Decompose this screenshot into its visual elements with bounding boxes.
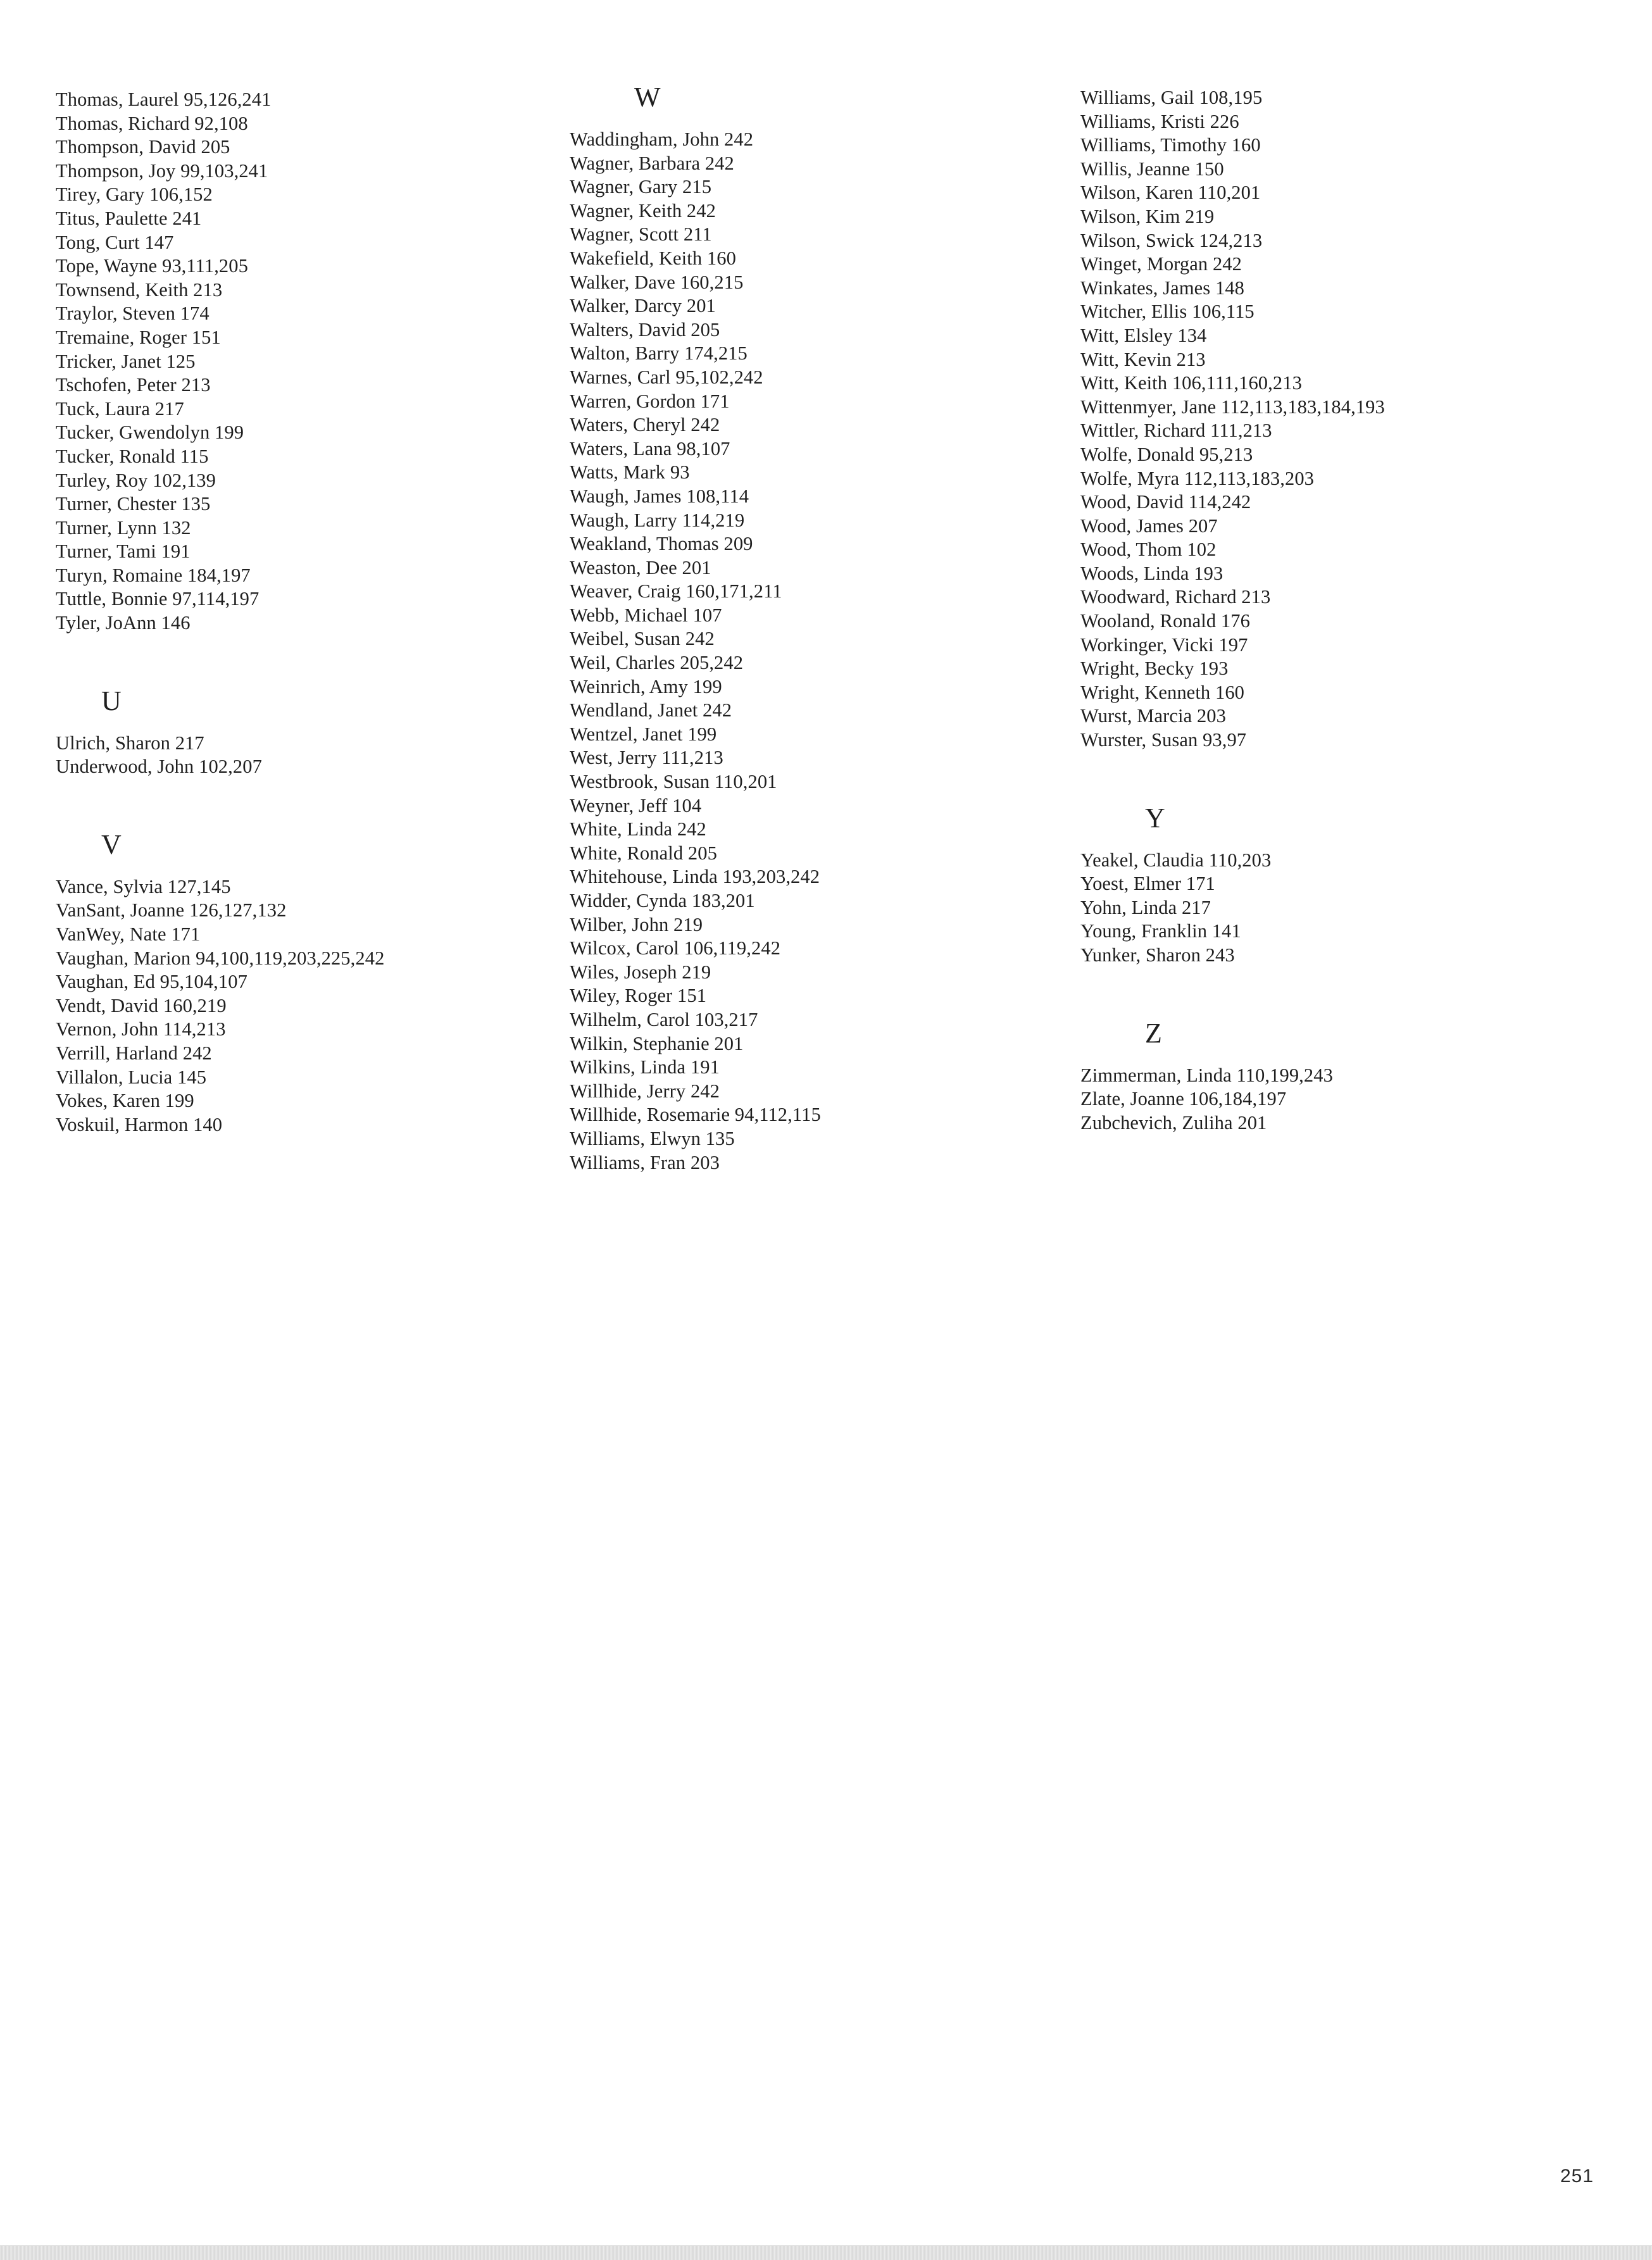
index-entry: Witt, Elsley 134 <box>1080 324 1207 346</box>
index-entry: VanSant, Joanne 126,127,132 <box>56 899 287 921</box>
index-entry: Warnes, Carl 95,102,242 <box>570 366 763 388</box>
index-entry: Wilkins, Linda 191 <box>570 1056 720 1078</box>
index-entry: Williams, Fran 203 <box>570 1151 720 1173</box>
index-entry: Thompson, Joy 99,103,241 <box>56 159 268 182</box>
index-entry: Vaughan, Marion 94,100,119,203,225,242 <box>56 947 385 969</box>
entry-list <box>56 88 537 635</box>
index-entry: Willis, Jeanne 150 <box>1080 158 1224 180</box>
index-entry: Walker, Dave 160,215 <box>570 271 744 293</box>
index-entry: Whitehouse, Linda 193,203,242 <box>570 866 820 888</box>
index-entry: Wilber, John 219 <box>570 913 703 935</box>
index-entry: Turley, Roy 102,139 <box>56 469 216 491</box>
section-letter: V <box>101 828 122 860</box>
index-entry: Waugh, Larry 114,219 <box>570 509 745 531</box>
index-entry: Yoest, Elmer 171 <box>1080 873 1215 895</box>
index-entry: Williams, Elwyn 135 <box>570 1127 735 1149</box>
index-entry: Wood, James 207 <box>1080 515 1218 537</box>
index-entry: Turner, Lynn 132 <box>56 516 191 539</box>
index-entry: Witt, Kevin 213 <box>1080 348 1206 370</box>
index-entry: Waddingham, John 242 <box>570 128 754 150</box>
index-entry: Tremaine, Roger 151 <box>56 326 221 348</box>
index-entry: Ulrich, Sharon 217 <box>56 732 204 754</box>
section-letter: U <box>101 685 122 716</box>
index-entry: Witt, Keith 106,111,160,213 <box>1080 372 1302 394</box>
index-entry: Vaughan, Ed 95,104,107 <box>56 971 247 993</box>
index-entry: Wilson, Kim 219 <box>1080 205 1215 227</box>
letter-spacer <box>1080 1051 1599 1064</box>
index-section <box>1080 752 1599 968</box>
letter-spacer <box>56 719 537 732</box>
index-entry: Zimmerman, Linda 110,199,243 <box>1080 1064 1333 1086</box>
index-entry: Walton, Barry 174,215 <box>570 342 748 365</box>
entry-list <box>1080 1064 1599 1135</box>
index-entry: Yeakel, Claudia 110,203 <box>1080 849 1272 871</box>
index-entry: Wolfe, Myra 112,113,183,203 <box>1080 467 1315 489</box>
index-entry: Wagner, Keith 242 <box>570 199 716 222</box>
index-entry: Tricker, Janet 125 <box>56 350 196 372</box>
entry-list <box>56 732 537 779</box>
index-entry: Wurster, Susan 93,97 <box>1080 729 1247 751</box>
index-entry: Tope, Wayne 93,111,205 <box>56 255 248 277</box>
index-entry: Weaver, Craig 160,171,211 <box>570 580 782 602</box>
index-entry: West, Jerry 111,213 <box>570 747 723 769</box>
section-letter: Z <box>1145 1017 1162 1049</box>
index-entry: Williams, Timothy 160 <box>1080 134 1261 156</box>
index-entry: Titus, Paulette 241 <box>56 207 202 229</box>
index-entry: Yunker, Sharon 243 <box>1080 944 1235 966</box>
index-entry: Warren, Gordon 171 <box>570 390 730 412</box>
index-entry: Weakland, Thomas 209 <box>570 533 753 555</box>
section-spacer <box>1080 752 1599 801</box>
index-entry: Voskuil, Harmon 140 <box>56 1113 223 1135</box>
index-entry: Thomas, Laurel 95,126,241 <box>56 89 272 110</box>
entry-list <box>56 875 537 1137</box>
index-entry: Wagner, Scott 211 <box>570 223 712 246</box>
index-entry: Townsend, Keith 213 <box>56 278 223 301</box>
section-spacer <box>56 635 537 684</box>
index-entry: Weil, Charles 205,242 <box>570 652 744 674</box>
index-entry: Thompson, David 205 <box>56 136 230 158</box>
index-entry: Walker, Darcy 201 <box>570 295 716 317</box>
index-entry: Weaston, Dee 201 <box>570 556 711 578</box>
index-entry: Willhide, Jerry 242 <box>570 1080 720 1102</box>
index-entry: Tirey, Gary 106,152 <box>56 184 213 206</box>
index-entry: Wilcox, Carol 106,119,242 <box>570 937 781 959</box>
index-entry: Tong, Curt 147 <box>56 231 174 253</box>
index-entry: Wakefield, Keith 160 <box>570 247 736 269</box>
index-entry: Willhide, Rosemarie 94,112,115 <box>570 1104 821 1126</box>
index-entry: Walters, David 205 <box>570 318 720 340</box>
index-entry: Yohn, Linda 217 <box>1080 896 1211 918</box>
index-section <box>56 779 537 1137</box>
index-entry: Wittler, Richard 111,213 <box>1080 420 1272 442</box>
index-entry: Vance, Sylvia 127,145 <box>56 875 231 897</box>
index-entry: Wright, Kenneth 160 <box>1080 681 1245 703</box>
index-entry: Wurst, Marcia 203 <box>1080 705 1227 727</box>
index-entry: Wood, David 114,242 <box>1080 491 1251 513</box>
index-entry: Tuttle, Bonnie 97,114,197 <box>56 588 260 610</box>
index-section <box>56 88 537 635</box>
entry-list <box>1080 849 1599 968</box>
index-entry: Woodward, Richard 213 <box>1080 586 1271 608</box>
index-entry: Vernon, John 114,213 <box>56 1018 226 1040</box>
index-section <box>1080 86 1599 752</box>
index-entry: Tucker, Ronald 115 <box>56 445 209 467</box>
index-entry: Williams, Gail 108,195 <box>1080 87 1263 108</box>
index-entry: Waugh, James 108,114 <box>570 485 749 507</box>
index-entry: Winget, Morgan 242 <box>1080 253 1242 275</box>
index-entry: Wolfe, Donald 95,213 <box>1080 443 1253 465</box>
section-spacer <box>1080 968 1599 1016</box>
section-letter: W <box>634 82 661 113</box>
index-entry: Wilson, Swick 124,213 <box>1080 229 1263 251</box>
index-entry: Wendland, Janet 242 <box>570 699 732 721</box>
index-entry: Wiles, Joseph 219 <box>570 961 711 983</box>
index-column-1 <box>56 88 537 1137</box>
index-column-2 <box>570 80 1051 1175</box>
index-entry: Wentzel, Janet 199 <box>570 723 717 745</box>
index-entry: Tyler, JoAnn 146 <box>56 612 191 634</box>
index-entry: Waters, Lana 98,107 <box>570 437 730 459</box>
index-entry: Westbrook, Susan 110,201 <box>570 771 777 793</box>
index-entry: Turner, Chester 135 <box>56 493 211 515</box>
index-entry: Witcher, Ellis 106,115 <box>1080 301 1255 323</box>
index-entry: Workinger, Vicki 197 <box>1080 634 1248 656</box>
index-entry: Webb, Michael 107 <box>570 604 722 626</box>
index-entry: Zubchevich, Zuliha 201 <box>1080 1111 1267 1133</box>
page-number: 251 <box>1560 2166 1594 2187</box>
index-entry: Wooland, Ronald 176 <box>1080 610 1250 632</box>
index-entry: Winkates, James 148 <box>1080 277 1245 299</box>
entry-list <box>570 128 1051 1175</box>
index-entry: Wagner, Gary 215 <box>570 176 712 198</box>
index-entry: Wittenmyer, Jane 112,113,183,184,193 <box>1080 396 1385 418</box>
index-entry: Williams, Kristi 226 <box>1080 110 1239 132</box>
index-entry: Zlate, Joanne 106,184,197 <box>1080 1088 1287 1110</box>
index-entry: Traylor, Steven 174 <box>56 303 210 325</box>
index-entry: Weyner, Jeff 104 <box>570 794 702 816</box>
index-entry: VanWey, Nate 171 <box>56 923 201 946</box>
index-entry: Verrill, Harland 242 <box>56 1042 212 1064</box>
section-spacer <box>56 779 537 827</box>
index-entry: Wilkin, Stephanie 201 <box>570 1032 744 1054</box>
index-entry: Wilson, Karen 110,201 <box>1080 182 1261 204</box>
index-entry: Weibel, Susan 242 <box>570 628 715 650</box>
letter-spacer <box>570 115 1051 128</box>
index-entry: Young, Franklin 141 <box>1080 920 1241 942</box>
index-entry: Woods, Linda 193 <box>1080 562 1223 584</box>
index-entry: Turner, Tami 191 <box>56 540 191 563</box>
index-column-3 <box>1080 86 1599 1135</box>
index-entry: Wilhelm, Carol 103,217 <box>570 1008 758 1030</box>
index-entry: Widder, Cynda 183,201 <box>570 890 755 911</box>
index-entry: Turyn, Romaine 184,197 <box>56 564 251 586</box>
entry-list <box>1080 86 1599 752</box>
index-entry: Thomas, Richard 92,108 <box>56 112 248 134</box>
index-entry: Tucker, Gwendolyn 199 <box>56 421 244 444</box>
index-section <box>1080 968 1599 1135</box>
index-entry: Watts, Mark 93 <box>570 461 690 484</box>
scan-edge <box>0 2245 1652 2260</box>
section-letter: Y <box>1145 802 1165 833</box>
index-entry: Underwood, John 102,207 <box>56 756 262 778</box>
index-section <box>56 635 537 779</box>
index-entry: Tuck, Laura 217 <box>56 397 184 420</box>
letter-spacer <box>56 863 537 875</box>
index-entry: White, Ronald 205 <box>570 842 717 864</box>
index-section <box>570 80 1051 1175</box>
letter-spacer <box>1080 836 1599 849</box>
index-entry: Wright, Becky 193 <box>1080 658 1229 680</box>
index-entry: Wiley, Roger 151 <box>570 985 707 1007</box>
index-entry: Tschofen, Peter 213 <box>56 374 211 396</box>
index-entry: Vokes, Karen 199 <box>56 1090 194 1112</box>
index-entry: White, Linda 242 <box>570 818 706 840</box>
index-entry: Wagner, Barbara 242 <box>570 152 734 174</box>
index-entry: Vendt, David 160,219 <box>56 994 227 1016</box>
index-entry: Waters, Cheryl 242 <box>570 414 720 436</box>
index-entry: Wood, Thom 102 <box>1080 539 1217 561</box>
index-entry: Villalon, Lucia 145 <box>56 1066 207 1088</box>
index-entry: Weinrich, Amy 199 <box>570 675 722 697</box>
